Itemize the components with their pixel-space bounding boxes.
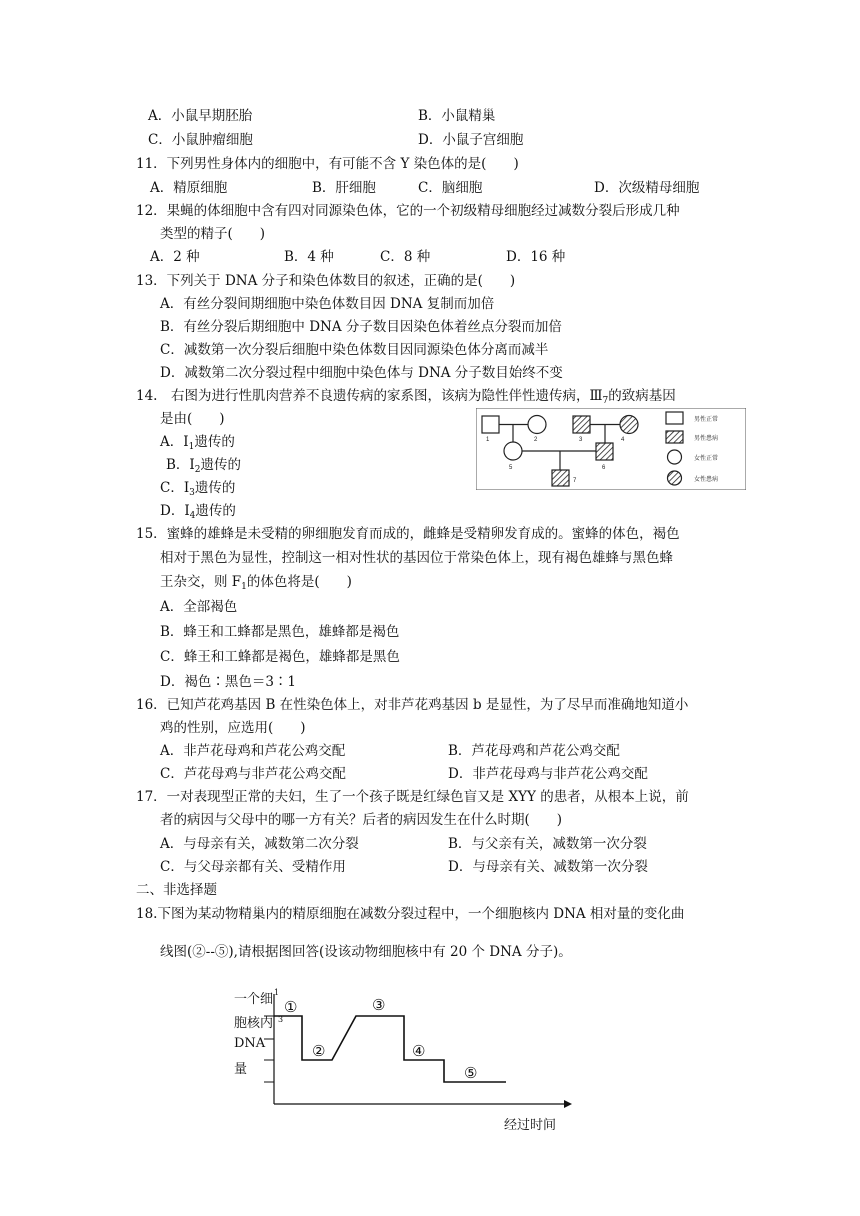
q16-option-b: B．芦花母鸡和芦花公鸡交配 [448,743,620,759]
graph-tick-1: 1 [274,988,280,997]
graph-x-arrow [564,1100,572,1108]
pedigree-number-2: 2 [534,437,538,443]
q11-stem: 11．下列男性身体内的细胞中，有可能不含 Y 染色体的是( ) [136,156,519,172]
q17-option-d: D．与母亲有关、减数第一次分裂 [448,859,648,875]
graph-ylabel-line1: 一个细 [234,992,274,1007]
q15-option-d: D．褐色∶黑色＝3∶1 [160,674,297,690]
pedigree-individual-2 [528,416,546,434]
dna-graph [228,984,578,1132]
q12-option-d: D．16 种 [506,249,566,265]
q17-option-a: A．与母亲有关，减数第二次分裂 [160,836,359,852]
pedigree-number-7: 7 [573,478,577,484]
pedigree-individual-3 [573,416,590,433]
graph-ylabel-line2: 胞核内 [234,1016,274,1031]
q17-stem-line1: 17．一对表现型正常的夫妇，生了一个孩子既是红绿色盲又是 XYY 的患者，从根本上说，前 [136,789,689,805]
legend-male-normal-label: 男性正常 [694,416,719,423]
legend-female-affected-symbol [668,471,682,485]
legend-male-affected-label: 男性患病 [694,435,719,442]
graph-stage-4: ④ [412,1042,426,1060]
graph-stage-5: ⑤ [464,1064,478,1082]
graph-ylabel-line3: DNA [234,1036,266,1051]
q12-stem-line2: 类型的精子( ) [160,226,266,242]
q14-stem-line2: 是由( ) [160,411,225,427]
pedigree-number-4: 4 [621,437,625,443]
q11-option-c: C．脑细胞 [418,180,483,196]
q16-option-a: A．非芦花母鸡和芦花公鸡交配 [160,743,346,759]
legend-male-affected-symbol [666,431,683,443]
legend-female-normal-symbol [668,450,682,464]
graph-tick-3: 3 [278,1015,284,1024]
q12-stem-line1: 12．果蝇的体细胞中含有四对同源染色体，它的一个初级精母细胞经过减数分裂后形成几种 [136,203,680,219]
q16-stem-line2: 鸡的性别，应选用( ) [160,720,306,736]
q16-option-c: C．芦花母鸡与非芦花公鸡交配 [160,766,346,782]
q15-stem-line3: 王杂交，则 $F_1$的体色将是( ) [160,574,352,592]
pedigree-number-6: 6 [602,465,606,471]
q16-option-d: D．非芦花母鸡与非芦花公鸡交配 [448,766,648,782]
q18-stem-line2: 线图(②--⑤),请根据图回答(设该动物细胞核中有 20 个 DNA 分子)。 [160,944,572,960]
q17-option-c: C．与父母亲都有关、受精作用 [160,859,346,875]
q14-option-d: D．$Ⅰ_4$遗传的 [160,503,236,521]
q11-option-d: D．次级精母细胞 [594,180,700,196]
q15-option-c: C．蜂王和工蜂都是褐色，雄蜂都是黑色 [160,649,400,665]
q10-option-a: A．小鼠早期胚胎 [148,108,253,124]
q14-option-b: B．$Ⅰ_2$遗传的 [166,457,241,475]
graph-stage-3: ③ [372,996,386,1014]
pedigree-individual-5 [504,442,522,460]
pedigree-individual-4 [620,416,638,434]
q10-option-d: D．小鼠子宫细胞 [418,132,524,148]
q14-option-c: C．$Ⅰ_3$遗传的 [160,480,236,498]
pedigree-chart [476,408,746,490]
q12-option-c: C．8 种 [380,249,431,265]
legend-female-affected-label: 女性患病 [694,476,719,483]
q13-stem: 13．下列关于 DNA 分子和染色体数目的叙述，正确的是( ) [136,273,516,289]
q16-stem-line1: 16．已知芦花鸡基因 B 在性染色体上，对非芦花鸡基因 b 是显性，为了尽早而准确地知道小 [136,697,689,713]
q15-option-a: A．全部褐色 [160,599,238,615]
q13-option-b: B．有丝分裂后期细胞中 DNA 分子数目因染色体着丝点分裂而加倍 [160,319,562,335]
q15-stem-line1: 15．蜜蜂的雄蜂是未受精的卵细胞发育而成的，雌蜂是受精卵发育成的。蜜蜂的体色，褐色 [136,526,680,542]
q14-option-a: A．$Ⅰ_1$遗传的 [160,434,235,452]
pedigree-individual-1 [482,416,499,433]
q15-option-b: B．蜂王和工蜂都是黑色，雄蜂都是褐色 [160,624,400,640]
q14-stem-line1: 14. 右图为进行性肌肉营养不良遗传病的家系图，该病为隐性伴性遗传病，$Ⅲ_7$的致病基因 [136,388,676,406]
section-title: 二、非选择题 [136,882,217,898]
pedigree-number-5: 5 [509,465,513,471]
legend-female-normal-label: 女性正常 [694,455,719,462]
graph-xlabel: 经过时间 [504,1118,557,1133]
q13-option-d: D．减数第二次分裂过程中细胞中染色体与 DNA 分子数目始终不变 [160,365,563,381]
legend-male-normal-symbol [666,412,683,424]
dna-graph-canvas [228,984,578,1132]
q13-option-c: C．减数第一次分裂后细胞中染色体数目因同源染色体分离而减半 [160,342,549,358]
q18-stem-line1: 18.下图为某动物精巢内的精原细胞在减数分裂过程中，一个细胞核内 DNA 相对量的变化曲 [136,906,685,922]
q15-stem-line2: 相对于黑色为显性，控制这一相对性状的基因位于常染色体上，现有褐色雄蜂与黑色蜂 [160,550,673,566]
q17-option-b: B．与父亲有关，减数第一次分裂 [448,836,647,852]
q11-option-a: A．精原细胞 [150,180,228,196]
q13-option-a: A．有丝分裂间期细胞中染色体数目因 DNA 复制而加倍 [160,296,495,312]
graph-stage-1: ① [284,998,298,1016]
q10-option-c: C．小鼠肿瘤细胞 [148,132,253,148]
graph-stage-2: ② [312,1042,326,1060]
q10-option-b: B．小鼠精巢 [418,108,496,124]
q11-option-b: B．肝细胞 [312,180,376,196]
graph-ylabel-line4: 量 [234,1062,248,1077]
pedigree-individual-7 [552,470,569,486]
pedigree-number-1: 1 [486,437,490,443]
q12-option-b: B．4 种 [284,249,334,265]
q12-option-a: A．2 种 [150,249,200,265]
pedigree-number-3: 3 [579,437,583,443]
q17-stem-line2: 者的病因与父母中的哪一方有关？后者的病因发生在什么时期( ) [160,812,563,828]
pedigree-individual-6 [596,443,613,460]
